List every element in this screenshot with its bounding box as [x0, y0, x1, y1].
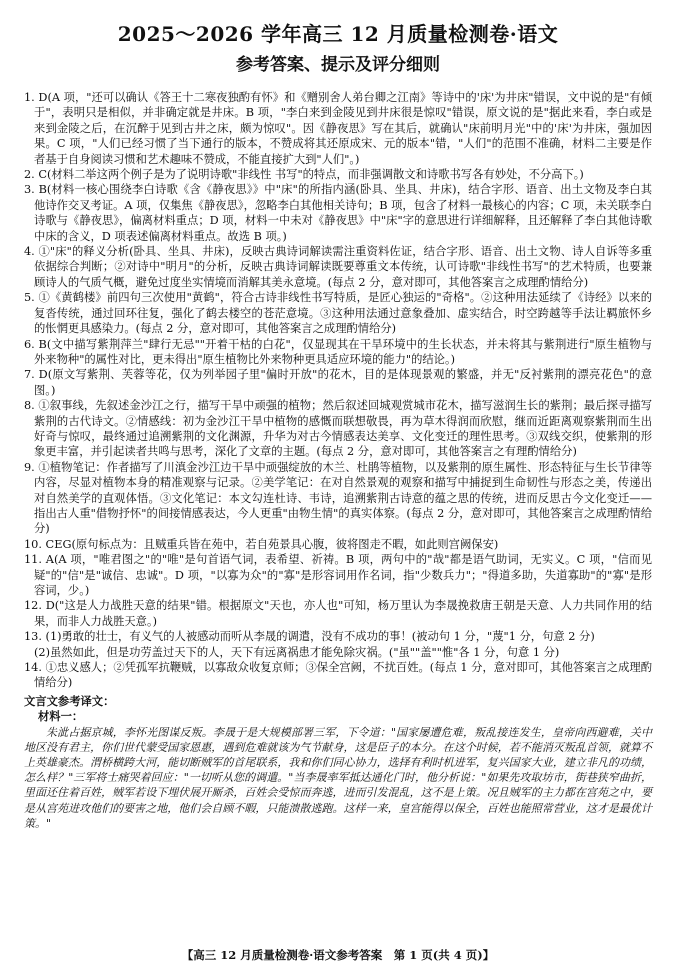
translation-heading: 文言文参考译文：	[24, 693, 115, 708]
answer-list	[24, 90, 652, 831]
answer-12: 12. D("这是人力战胜天意的结果"错。根据原文"天也，亦人也"可知，杨万里认为李晟挽救唐王朝是天意、人力共同作用的结果，而非人力战胜天意。)	[24, 599, 652, 628]
answer-13-2: (2)虽然如此，但是功劳盖过天下的人，天下有远离祸患才能免除灾祸。("虽""盖""惟"各 1 分，句意 1 分)	[34, 645, 560, 659]
page-title: 2025～2026 学年高三 12 月质量检测卷·语文	[117, 22, 559, 46]
answer-2: 2. C(材料二举这两个例子是为了说明诗歌"非线性 书写"的特点，而非强调散文和诗歌书写各有妙处，不分高下。)	[24, 168, 584, 182]
answer-10: 10. CEG(原句标点为：且贼重兵皆在苑中，若自苑景具心腹，彼将图走不暇，如此则宫阙保安)	[24, 537, 499, 551]
answer-3: 3. B(材料一核心围绕李白诗歌《含《静夜思》》中"床"的所指内涵(卧具、坐具、井床)，结合字形、语音、出土文物及李白其他诗作交叉考证。A 项，仅集焦《静夜思》，忽略李白其他相关诗句；B 项，包含了材料一最核心的内容；C 项，未关联李白诗歌与《静夜思》，偏离材料重点；D 项，材料一中未对《静夜思》中"床"字的意思进行详细解释，且还解释了李白其他诗歌中床的含义，D 项表述偏离材料重点。故选 B 项。)	[24, 183, 652, 243]
page-footer: 【高三 12 月质量检测卷·语文参考答案 第 1 页(共 4 页)】	[181, 948, 495, 962]
answer-4: 4. ①"床"的释义分析(卧具、坐具、井床)，反映古典诗词解读需注重资料佐证，结合字形、语音、出土文物、诗人自诉等多重依据综合判断；②对诗中"明月"的分析，反映古典诗词解读既要尊重文本传统，认可诗歌"非线性书写"的艺术特质，也要兼顾诗人的气质气概，避免过度坐实情境而消解其美永意境。(每点 2 分，意对即可，其他答案言之成理酌情给分)	[24, 245, 652, 289]
answer-13-1: 13. (1)勇敢的壮士，有义气的人被感动而听从李晟的调遣，没有不成功的事！(被动句 1 分，"蔑"1 分，句意 2 分)	[24, 630, 595, 644]
answer-1: 1. D(A 项，"还可以确认《答王十二寒夜独酌有怀》和《赠别舍人弟台卿之江南》等诗中的'床'为井床"错误，文中说的是"有倾于"，表明只是相似，并非确定就是井床。B 项，"李白来到金陵见到井床很是惊叹"错误，原文说的是"据此来看，李白或是来到金陵之后，在沉醉于见到古井之床，颇为惊叹"。因《静夜思》写在其后，就确认"床前明月光"中的'床'为井床，强加因果。C 项，"人们已经习惯了当下通行的版本，不赞成将其还原成宋、元的版本"错，"人们"的范围不准确，材料二主要是作者基于自身阅读习惯和艺术趣味不赞成，不能直接扩大到"人们"。)	[24, 91, 652, 166]
page-subtitle: 参考答案、提示及评分细则	[236, 55, 440, 75]
answer-7: 7. D(原文写紫荆、芙蓉等花，仅为列举园子里"偏时开放"的花木，目的是体现景观的繁盛，并无"反衬紫荆的漂亮花色"的意图。)	[24, 368, 652, 397]
answer-6: 6. B(文中描写紫荆萍兰"肆行无忌""开着干枯的白花"，仅显现其在干旱环境中的生长状态，并未将其与紫荆进行"原生植物与外来物种"的属性对比，更未得出"原生植物比外来物种更具适应环境的能力"的结论。)	[24, 337, 652, 366]
translation-text: 朱泚占据京城，李怀光图谋反叛。李晟于是大规模部署三军，下令道："国家屡遭危难，叛乱接连发生，皇帝向西避难，关中地区没有君主，你们世代蒙受国家恩惠，遇到危难就该为气节献身，这是臣子的本分。在这个时候，若不能消灭叛乱首领，就算不上英雄豪杰。渭桥横跨大河，能切断贼军的首尾联系，我和你们同心协力，选择有利时机进军，复兴国家大业，建立非凡的功绩，怎么样？"三军将士痛哭着回应："一切听从您的调遣。"当李晟率军抵达通化门时，他分析说："如果先攻取坊市，街巷狭窄曲折，里面还住着百姓，贼军若设下埋伏展开厮杀，百姓会受惊而奔逃，进而引发混乱，这不是上策。况且贼军的主力都在宫苑之中，要是从宫苑进攻他们的要害之地，他们会自顾不暇，只能溃散逃跑。这样一来，皇宫能得以保全，百姓也能照常营业，这才是最优计策。"	[24, 725, 652, 830]
answer-14: 14. ①忠义感人；②凭孤军抗鞭贼，以寡敌众收复京师；③保全宫阙，不扰百姓。(每点 1 分，意对即可，其他答案言之成理酌情给分)	[24, 661, 652, 690]
answer-9: 9. ①植物笔记：作者描写了川滇金沙江边干旱中顽强绽放的木兰、杜鹃等植物，以及紫荆的原生属性、形态特征与生长节律等内容，尽显对植物本身的精准观察与记录。②美学笔记：在对自然景观的观察和描写中捕捉到生命韧性与形态之美，传递出对自然美学的直观体悟。③文化笔记：本文勾连杜诗、韦诗，追溯紫荆古诗意的蕴之思的传统，进而反思古今文化变迁——指出古人重"借物抒怀"的间接情感表达，今人更重"由物生情"的真实体察。(每点 2 分，意对即可，其他答案言之成理酌情给分)	[24, 460, 652, 536]
answer-8: 8. ①叙事线，先叙述金沙江之行，描写干旱中顽强的植物；然后叙述回城观赏城市花木，描写滋润生长的紫荆；最后探寻描写紫荆的古代诗文。②情感线：初为金沙江干旱中植物的感慨而联想敬畏，再为草木得润而欣慰，继而近距离观察紫荆而生出好奇与惊叹，最终通过追溯紫荆的文化渊源，升华为对古今情感表达美享、文化变迁的理性思考。③双线交织，使紫荆的形象更丰富，并引起读者共鸣与思考，深化了文章的主题。(每点 2 分，意对即可，其他答案言之有理酌情给分)	[24, 399, 652, 459]
answer-5: 5. ①《黄鹤楼》前四句三次使用"黄鹤"，符合古诗非线性书写特质，是匠心独运的"奇格"。②这种用法延续了《诗经》以来的复沓传统，通过回环往复，强化了鹤去楼空的苍茫意境。③这种用法通过意象叠加、虚实结合，时空跨越等手法让羁旅怀乡的怅惘更具感染力。(每点 2 分，意对即可，其他答案言之成理酌情给分)	[24, 291, 652, 336]
answer-11: 11. A(A 项，"唯君图之"的"唯"是句首语气词，表希望、祈祷。B 项，两句中的"哉"都是语气助词，无实义。C 项，"信而见疑"的"信"是"诚信、忠诚"。D 项，"以寡为众"的"寡"是形容词用作名词，指"少数兵力"；"得道多助，失道寡助"的"寡"是形容词，少。)	[24, 553, 652, 597]
material-title: 材料一：	[38, 709, 84, 724]
